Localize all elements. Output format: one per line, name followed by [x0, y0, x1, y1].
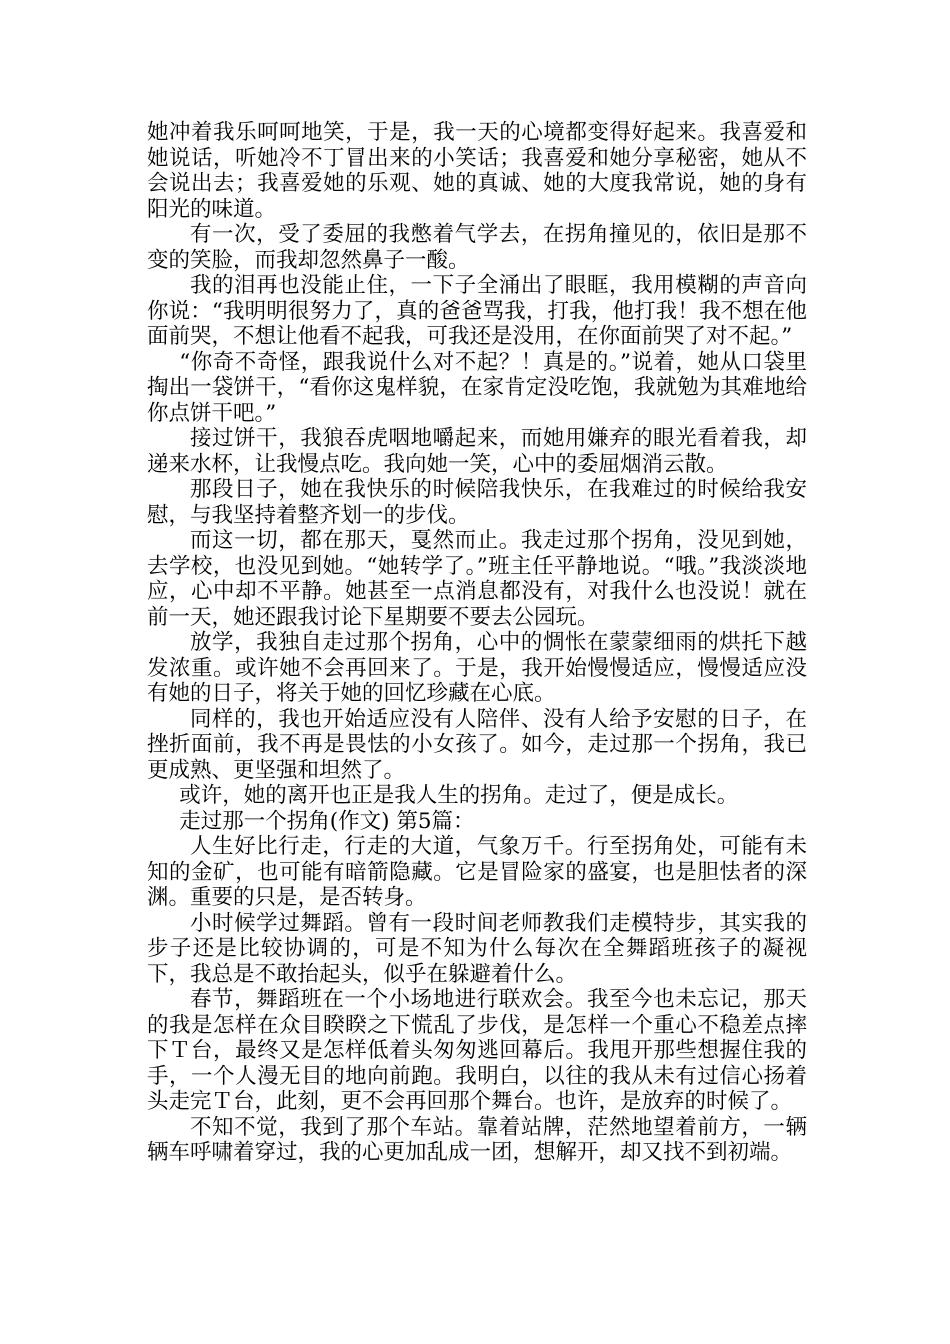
- section-heading: 走过那一个拐角(作文) 第5篇：: [179, 808, 475, 834]
- paragraph-8: 放学，我独自走过那个拐角，心中的惆怅在蒙蒙细雨的烘托下越发浓重。或许她不会再回来了。于是，我开始慢慢适应，慢慢适应没有她的日子，将关于她的回忆珍藏在心底。: [147, 630, 807, 706]
- document-page: [147, 120, 807, 1166]
- paragraph-3: 我的泪再也没能止住，一下子全涌出了眼眶，我用模糊的声音向你说：“我明明很努力了，真的爸爸骂我，打我，他打我！我不想在他面前哭，不想让他看不起我，可我还是没用，在你面前哭了对不起。”: [147, 273, 807, 349]
- paragraph-9: 同样的，我也开始适应没有人陪伴、没有人给予安慰的日子，在挫折面前，我不再是畏怯的小女孩了。如今，走过那一个拐角，我已更成熟、更坚强和坦然了。: [147, 706, 807, 783]
- paragraph-6: 那段日子，她在我快乐的时候陪我快乐，在我难过的时候给我安慰，与我坚持着整齐划一的步伐。: [147, 477, 807, 528]
- paragraph-15: 不知不觉，我到了那个车站。靠着站牌，茫然地望着前方，一辆辆车呼啸着穿过，我的心更加乱成一团，想解开，却又找不到初端。: [147, 1114, 807, 1165]
- paragraph-7: 而这一切，都在那天，戛然而止。我走过那个拐角，没见到她，去学校，也没见到她。“她转学了。”班主任平静地说。“哦。”我淡淡地应，心中却不平静。她甚至一点消息都没有，对我什么也没说！就在前一天，她还跟我讨论下星期要不要去公园玩。: [147, 528, 807, 630]
- paragraph-13: 小时候学过舞蹈。曾有一段时间老师教我们走模特步，其实我的步子还是比较协调的，可是不知为什么每次在全舞蹈班孩子的凝视下，我总是不敢抬起头，似乎在躲避着什么。: [147, 910, 807, 987]
- paragraph-4: “你奇不奇怪，跟我说什么对不起？！真是的。”说着，她从口袋里掏出一袋饼干，“看你这鬼样貌，在家肯定没吃饱，我就勉为其难地给你点饼干吧。”: [147, 349, 807, 426]
- paragraph-2: 有一次，受了委屈的我憋着气学去，在拐角撞见的，依旧是那不变的笑脸，而我却忽然鼻子一酸。: [147, 222, 807, 273]
- paragraph-14: 春节，舞蹈班在一个小场地进行联欢会。我至今也未忘记，那天的我是怎样在众目睽睽之下慌乱了步伐，是怎样一个重心不稳差点摔下Ｔ台，最终又是怎样低着头匆匆逃回幕后。我甩开那些想握住我的手，一个人漫无目的地向前跑。我明白，以往的我从未有过信心扬着头走完Ｔ台，此刻，更不会再回那个舞台。也许，是放弃的时候了。: [147, 987, 807, 1114]
- paragraph-5: 接过饼干，我狼吞虎咽地嚼起来，而她用嫌弃的眼光看着我，却递来水杯，让我慢点吃。我向她一笑，心中的委屈烟消云散。: [147, 426, 807, 477]
- paragraph-10: 或许，她的离开也正是我人生的拐角。走过了，便是成长。: [179, 783, 739, 808]
- paragraph-12: 人生好比行走，行走的大道，气象万千。行至拐角处，可能有未知的金矿，也可能有暗箭隐藏。它是冒险家的盛宴，也是胆怯者的深渊。重要的只是，是否转身。: [147, 834, 807, 910]
- paragraph-1: 她冲着我乐呵呵地笑，于是，我一天的心境都变得好起来。我喜爱和她说话，听她冷不丁冒出来的小笑话；我喜爱和她分享秘密，她从不会说出去；我喜爱她的乐观、她的真诚、她的大度我常说，她的身有阳光的味道。: [147, 120, 807, 222]
